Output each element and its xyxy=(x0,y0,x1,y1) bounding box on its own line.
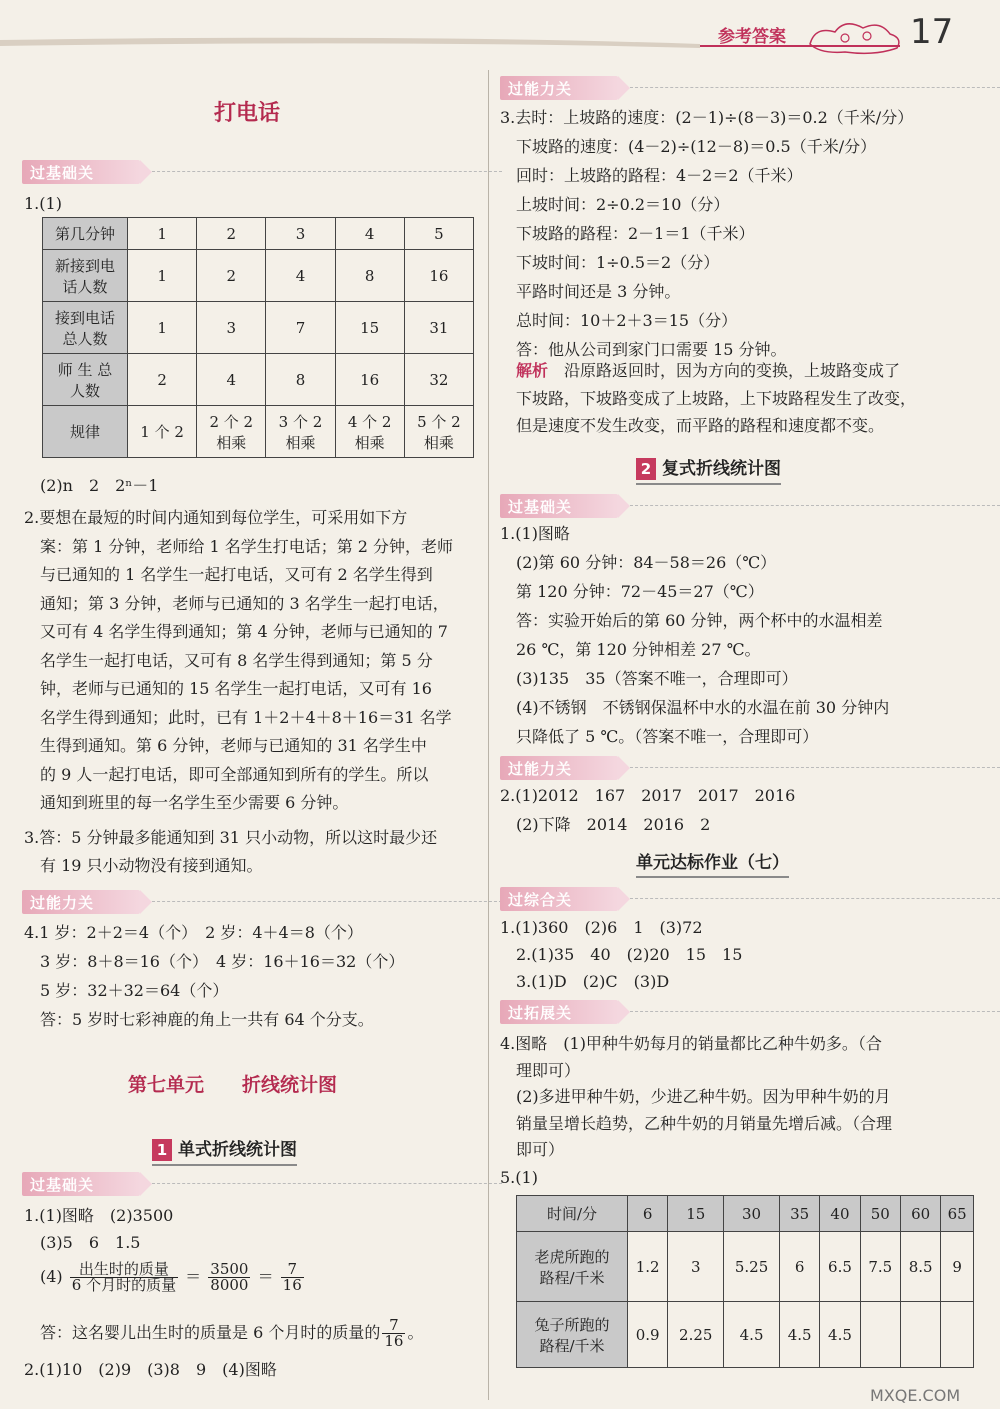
table-cell: 1 xyxy=(128,218,197,250)
table-cell: 3 xyxy=(197,302,266,354)
text-line: (3)5 6 1.5 xyxy=(40,1233,141,1252)
table-cell: 2 xyxy=(128,354,197,406)
text-line: 平路时间还是 3 分钟。 xyxy=(516,282,681,301)
text-line: 总时间：10＋2＋3＝15（分） xyxy=(516,311,738,330)
table-cell: 16 xyxy=(335,354,404,406)
table-cell: 3 个 2 相乘 xyxy=(266,406,335,458)
table-cell: 60 xyxy=(900,1196,940,1232)
table-cell: 7 xyxy=(266,302,335,354)
table-cell: 0.9 xyxy=(628,1302,668,1368)
section2-title: 2 复式折线统计图 xyxy=(636,454,781,485)
watermark-text: MXQE.COM xyxy=(870,1386,961,1405)
table-cell: 15 xyxy=(335,302,404,354)
text-line: 上坡时间：2÷0.2＝10（分） xyxy=(516,195,730,214)
table-cell: 接到电话 总人数 xyxy=(43,302,128,354)
table-cell: 65 xyxy=(941,1196,974,1232)
text-line: 第 120 分钟：72－45＝27（℃） xyxy=(516,582,764,601)
text-line: (3)135 35（答案不唯一，合理即可） xyxy=(516,669,798,688)
table-cell: 9 xyxy=(941,1232,974,1302)
table-cell: 16 xyxy=(404,250,473,302)
text-line: 的 9 人一起打电话，即可全部通知到所有的学生。所以 xyxy=(40,764,429,784)
table-row xyxy=(43,250,474,302)
tag-jichu-1: 过基础关 xyxy=(22,160,140,184)
table-cell: 35 xyxy=(779,1196,819,1232)
s1q1-part4: (4) $\frac{\text{出生时的质量}}{\text{6 个月时的质量}}$ ＝ $\frac{3500}{8000}$ ＝ $\frac{7}{16}$ xyxy=(40,1260,302,1294)
table-cell: 4.5 xyxy=(724,1302,780,1368)
table-cell: 4.5 xyxy=(779,1302,819,1368)
text-line: 下坡路的速度：(4－2)÷(12－8)＝0.5（千米/分） xyxy=(516,137,877,156)
table-cell: 32 xyxy=(404,354,473,406)
text-line: 通知到班里的每一名学生至少需要 6 分钟。 xyxy=(40,793,349,812)
analysis-line: 解析 沿原路返回时，因为方向的变换，上坡路变成了 xyxy=(516,361,901,380)
text-line: 答：5 岁时七彩神鹿的角上一共有 64 个分支。 xyxy=(40,1010,374,1029)
table-cell xyxy=(941,1302,974,1368)
table-cell: 4 个 2 相乘 xyxy=(335,406,404,458)
text-line: (2)多进甲种牛奶，少进乙种牛奶。因为甲种牛奶的月 xyxy=(516,1087,891,1106)
table-row xyxy=(517,1232,974,1302)
tag-tuozhan: 过拓展关 xyxy=(500,1000,618,1024)
table-cell: 31 xyxy=(404,302,473,354)
page-number: 17 xyxy=(910,12,954,52)
table-cell: 5.25 xyxy=(724,1232,780,1302)
table-cell: 1.2 xyxy=(628,1232,668,1302)
table-cell: 新接到电 话人数 xyxy=(43,250,128,302)
text-line: 生得到通知。第 6 分钟，老师与已通知的 31 名学生中 xyxy=(40,736,427,755)
table-row xyxy=(517,1196,974,1232)
table-cell: 兔子所跑的 路程/千米 xyxy=(517,1302,628,1368)
text-line: 3.答：5 分钟最多能通知到 31 只小动物，所以这时最少还 xyxy=(24,828,438,847)
phone-pattern-table xyxy=(42,217,474,458)
text-line: 2.(1)2012 167 2017 2017 2016 xyxy=(500,786,796,805)
t5-label: 5.(1) xyxy=(500,1168,538,1187)
tag-nengli-3: 过能力关 xyxy=(500,756,618,780)
tag-nengli-2: 过能力关 xyxy=(500,76,618,100)
table-cell: 1 xyxy=(128,250,197,302)
tag-zonghe: 过综合关 xyxy=(500,887,618,911)
text-line: 与已通知的 1 名学生一起打电话，又可有 2 名学生得到 xyxy=(40,565,433,584)
text-line: 2.(1)35 40 (2)20 15 15 xyxy=(516,945,743,964)
section-title-phone: 打电话 xyxy=(214,101,281,126)
text-line: 3 岁：8＋8＝16（个） 4 岁：16＋16＝32（个） xyxy=(40,952,405,971)
text-line: 销量呈增长趋势，乙种牛奶的月销量先增后减。（合理 xyxy=(516,1113,893,1133)
table-cell: 8 xyxy=(335,250,404,302)
analysis-line: 但是速度不发生改变，而平路的路程和速度都不变。 xyxy=(516,416,885,435)
text-line: 通知；第 3 分钟，老师与已通知的 3 名学生一起打电话， xyxy=(40,593,449,613)
table-cell: 2 个 2 相乘 xyxy=(197,406,266,458)
text-line: 4.图略 (1)甲种牛奶每月的销量都比乙种牛奶多。（合 xyxy=(500,1034,882,1053)
text-line: 答：他从公司到家门口需要 15 分钟。 xyxy=(516,340,787,359)
column-divider xyxy=(488,70,489,1400)
table-cell xyxy=(860,1302,900,1368)
text-line: 5 岁：32＋32＝64（个） xyxy=(40,981,229,1000)
text-line: 案：第 1 分钟，老师给 1 名学生打电话；第 2 分钟，老师 xyxy=(40,536,454,556)
table-cell: 3 xyxy=(266,218,335,250)
table-cell: 8 xyxy=(266,354,335,406)
table-cell xyxy=(900,1302,940,1368)
text-line: 回时：上坡路的路程：4－2＝2（千米） xyxy=(516,166,803,185)
text-line: 1.(1)360 (2)6 1 (3)72 xyxy=(500,918,703,937)
tag-jichu-2: 过基础关 xyxy=(22,1172,140,1196)
text-line: 2.要想在最短的时间内通知到每位学生，可采用如下方 xyxy=(24,508,408,527)
table-cell: 老虎所跑的 路程/千米 xyxy=(517,1232,628,1302)
table-cell: 4 xyxy=(266,250,335,302)
text-line: 下坡时间：1÷0.5＝2（分） xyxy=(516,253,720,272)
table-cell: 1 个 2 xyxy=(128,406,197,458)
text-line: 答：实验开始后的第 60 分钟，两个杯中的水温相差 xyxy=(516,611,883,630)
table-cell: 时间/分 xyxy=(517,1196,628,1232)
table-row xyxy=(43,302,474,354)
table-row xyxy=(43,218,474,250)
table-cell: 2 xyxy=(197,250,266,302)
text-line: 3.(1)D (2)C (3)D xyxy=(516,972,670,991)
table-cell: 师 生 总 人数 xyxy=(43,354,128,406)
text-line: 26 ℃，第 120 分钟相差 27 ℃。 xyxy=(516,640,761,659)
cloud-doodle-icon xyxy=(805,14,905,56)
page-header xyxy=(0,0,1000,64)
table-row xyxy=(43,406,474,458)
q1-part2: (2)n 2 2ⁿ－1 xyxy=(40,476,159,495)
text-line: 钟，老师与已通知的 15 名学生一起打电话，又可有 16 xyxy=(40,679,432,698)
s1q1-answer: 答：这名婴儿出生时的质量是 6 个月时的质量的 $\frac{7}{16}$ 。 xyxy=(40,1316,424,1350)
table-cell: 6 xyxy=(779,1232,819,1302)
fraction-7-16-answer: $\frac{7}{16}$ xyxy=(384,1316,404,1350)
table-cell: 40 xyxy=(820,1196,860,1232)
table-cell: 5 xyxy=(404,218,473,250)
text-line: 下坡路的路程：2－1＝1（千米） xyxy=(516,224,755,243)
table-cell: 4.5 xyxy=(820,1302,860,1368)
text-line: 即可） xyxy=(516,1140,565,1159)
text-line: 名学生得到通知；此时，已有 1＋2＋4＋8＋16＝31 名学 xyxy=(40,707,452,727)
text-line: 1.(1)图略 (2)3500 xyxy=(24,1206,174,1225)
unit-title: 第七单元 折线统计图 xyxy=(128,1074,338,1096)
text-line: 3.去时：上坡路的速度：(2－1)÷(8－3)＝0.2（千米/分） xyxy=(500,108,914,127)
tiger-rabbit-table xyxy=(516,1195,974,1368)
table-cell: 4 xyxy=(197,354,266,406)
unit-work-title: 单元达标作业（七） xyxy=(636,848,789,878)
table-cell: 6.5 xyxy=(820,1232,860,1302)
text-line: 名学生一起打电话，又可有 8 名学生得到通知；第 5 分 xyxy=(40,650,433,670)
s1q2-text: 2.(1)10 (2)9 (3)8 9 (4)图略 xyxy=(24,1360,277,1379)
text-line: 只降低了 5 ℃。（答案不唯一，合理即可） xyxy=(516,727,819,746)
table-cell: 15 xyxy=(668,1196,724,1232)
fraction-7-16: $\frac{7}{16}$ xyxy=(282,1260,302,1294)
text-line: 理即可） xyxy=(516,1060,581,1080)
text-line: 又可有 4 名学生得到通知；第 4 分钟，老师与已通知的 7 xyxy=(40,622,448,641)
q1-label: 1.(1) xyxy=(24,194,62,213)
section2-number: 2 xyxy=(636,458,656,480)
text-line: (2)第 60 分钟：84－58＝26（℃） xyxy=(516,553,777,572)
section1-title: 1 单式折线统计图 xyxy=(152,1135,297,1166)
table-cell: 第几分钟 xyxy=(43,218,128,250)
header-label: 参考答案 xyxy=(718,27,786,47)
text-line: 有 19 只小动物没有接到通知。 xyxy=(40,856,263,875)
table-cell: 7.5 xyxy=(860,1232,900,1302)
table-cell: 规律 xyxy=(43,406,128,458)
analysis-label: 解析 xyxy=(516,361,565,380)
table-row xyxy=(43,354,474,406)
section1-number: 1 xyxy=(152,1139,172,1161)
table-cell: 2.25 xyxy=(668,1302,724,1368)
text-line: (2)下降 2014 2016 2 xyxy=(516,815,711,834)
table-cell: 50 xyxy=(860,1196,900,1232)
tag-nengli-1: 过能力关 xyxy=(22,890,140,914)
table-cell: 2 xyxy=(197,218,266,250)
fraction-3500-8000: $\frac{3500}{8000}$ xyxy=(210,1260,249,1294)
text-line: 1.(1)图略 xyxy=(500,524,570,543)
fraction-birth-over-six-month: $\frac{\text{出生时的质量}}{\text{6 个月时的质量}}$ xyxy=(71,1260,177,1294)
table-cell: 30 xyxy=(724,1196,780,1232)
table-cell: 5 个 2 相乘 xyxy=(404,406,473,458)
text-line: (4)不锈钢 不锈钢保温杯中水的水温在前 30 分钟内 xyxy=(516,698,890,717)
analysis-line: 下坡路，下坡路变成了上坡路，上下坡路程发生了改变， xyxy=(516,388,917,408)
table-cell: 6 xyxy=(628,1196,668,1232)
table-row xyxy=(517,1302,974,1368)
table-cell: 4 xyxy=(335,218,404,250)
tag-jichu-3: 过基础关 xyxy=(500,494,618,518)
table-cell: 1 xyxy=(128,302,197,354)
table-cell: 3 xyxy=(668,1232,724,1302)
table-cell: 8.5 xyxy=(900,1232,940,1302)
text-line: 4.1 岁：2＋2＝4（个） 2 岁：4＋4＝8（个） xyxy=(24,923,363,942)
